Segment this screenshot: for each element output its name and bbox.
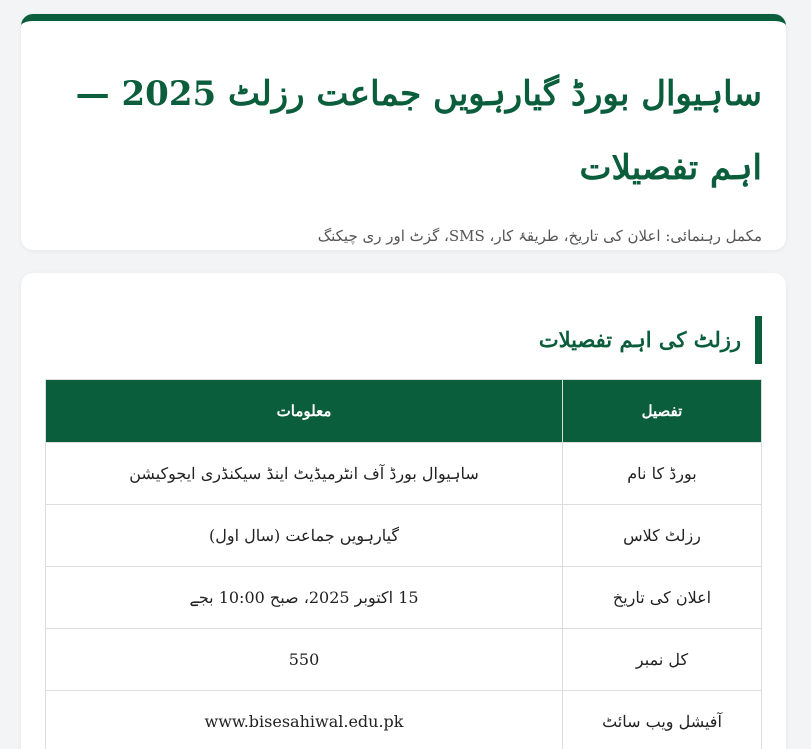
column-header-field: تفصیل	[563, 380, 762, 443]
row-field-announcement-date: اعلان کی تاریخ	[563, 567, 762, 629]
header-card	[21, 14, 786, 250]
column-header-info: معلومات	[46, 380, 563, 443]
details-card	[21, 273, 786, 749]
row-info-official-website[interactable]: www.bisesahiwal.edu.pk	[46, 691, 563, 749]
table-row	[46, 505, 762, 567]
table-row	[46, 567, 762, 629]
row-info-board-name: ساہیوال بورڈ آف انٹرمیڈیٹ اینڈ سیکنڈری ایجوکیشن	[46, 443, 563, 505]
row-info-result-class: گیارہویں جماعت (سال اول)	[46, 505, 563, 567]
row-field-result-class: رزلٹ کلاس	[563, 505, 762, 567]
row-field-board-name: بورڈ کا نام	[563, 443, 762, 505]
table-row	[46, 691, 762, 749]
table-row	[46, 443, 762, 505]
row-field-official-website: آفیشل ویب سائٹ	[563, 691, 762, 749]
table-header-row	[46, 380, 762, 443]
row-field-total-marks: کل نمبر	[563, 629, 762, 691]
details-table	[45, 379, 762, 749]
row-info-announcement-date: 15 اکتوبر 2025، صبح 10:00 بجے	[46, 567, 563, 629]
section-title: رزلٹ کی اہم تفصیلات	[45, 316, 762, 364]
table-row	[46, 629, 762, 691]
row-info-total-marks: 550	[46, 629, 563, 691]
page-title: ساہیوال بورڈ گیارہویں جماعت رزلٹ 2025 — اہم تفصیلات	[75, 74, 762, 188]
page-subtitle: مکمل رہنمائی: اعلان کی تاریخ، طریقۂ کار، SMS، گزٹ اور ری چیکنگ	[317, 227, 762, 245]
